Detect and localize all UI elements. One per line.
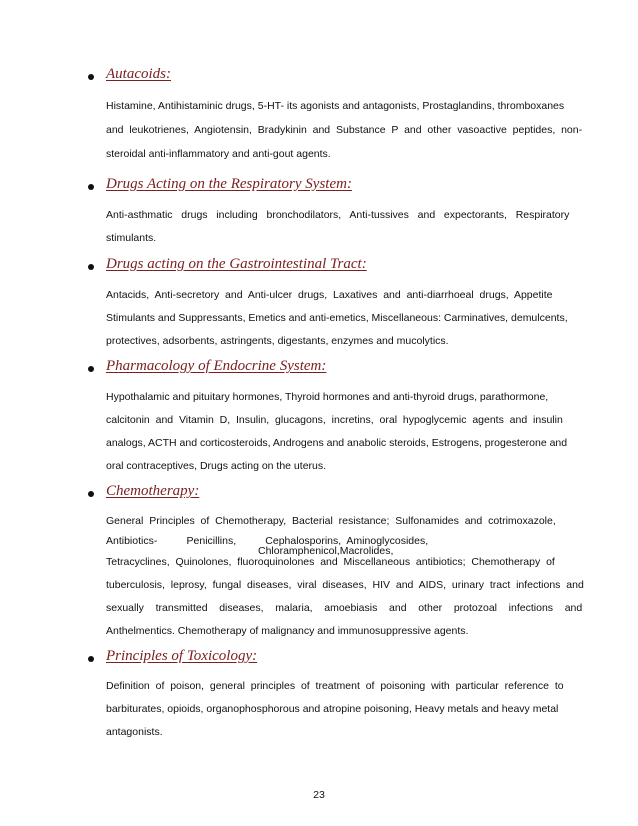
- body-line: Anti-asthmatic drugs including bronchodilators, Anti-tussives and expectorants, Respiratory: [106, 209, 570, 221]
- bullet-icon: [88, 264, 94, 270]
- body-line: Anthelmentics. Chemotherapy of malignancy and immunosuppressive agents.: [106, 625, 469, 637]
- body-line: barbiturates, opioids, organophosphorous and atropine poisoning, Heavy metals and heavy metal: [106, 703, 559, 715]
- body-line: Antacids, Anti-secretory and Anti-ulcer drugs, Laxatives and anti-diarrhoeal drugs, Appetite: [106, 289, 553, 301]
- body-line: steroidal anti-inflammatory and anti-gout agents.: [106, 148, 331, 160]
- body-line: Antibiotics- Penicillins, Cephalosporins, Aminoglycosides,: [106, 535, 429, 547]
- body-line: Chloramphenicol,Macrolides,: [258, 545, 394, 557]
- body-line: Histamine, Antihistaminic drugs, 5-HT- its agonists and antagonists, Prostaglandins, thromboxanes: [106, 100, 565, 112]
- body-line: General Principles of Chemotherapy, Bacterial resistance; Sulfonamides and cotrimoxazole,: [106, 515, 556, 527]
- page-number: 23: [313, 789, 325, 801]
- body-line: sexually transmitted diseases, malaria, amoebiasis and other protozoal infections and: [106, 602, 583, 614]
- section-title: Drugs acting on the Gastrointestinal Tract:: [106, 256, 367, 272]
- body-line: and leukotrienes, Angiotensin, Bradykinin and Substance P and other vasoactive peptides, non-: [106, 124, 583, 136]
- body-line: Hypothalamic and pituitary hormones, Thyroid hormones and anti-thyroid drugs, parathormone,: [106, 391, 549, 403]
- body-line: calcitonin and Vitamin D, Insulin, glucagons, incretins, oral hypoglycemic agents and insulin: [106, 414, 563, 426]
- section-title: Pharmacology of Endocrine System:: [106, 358, 327, 374]
- body-line: stimulants.: [106, 232, 157, 244]
- bullet-icon: [88, 656, 94, 662]
- bullet-icon: [88, 74, 94, 80]
- section-title: Autacoids:: [106, 66, 171, 82]
- body-line: antagonists.: [106, 726, 163, 738]
- body-line: oral contraceptives, Drugs acting on the uterus.: [106, 460, 327, 472]
- section-title: Chemotherapy:: [106, 483, 200, 499]
- bullet-icon: [88, 184, 94, 190]
- section-title: Principles of Toxicology:: [106, 648, 258, 664]
- bullet-icon: [88, 491, 94, 497]
- body-line: Definition of poison, general principles of treatment of poisoning with particular reference to: [106, 680, 564, 692]
- body-line: tuberculosis, leprosy, fungal diseases, viral diseases, HIV and AIDS, urinary tract infections and: [106, 579, 584, 591]
- body-line: analogs, ACTH and corticosteroids, Androgens and anabolic steroids, Estrogens, progesterone and: [106, 437, 568, 449]
- section-title: Drugs Acting on the Respiratory System:: [106, 176, 352, 192]
- bullet-icon: [88, 366, 94, 372]
- body-line: Stimulants and Suppressants, Emetics and anti-emetics, Miscellaneous: Carminatives, demulcents,: [106, 312, 568, 324]
- body-line: protectives, adsorbents, astringents, digestants, enzymes and mucolytics.: [106, 335, 449, 347]
- body-line: Tetracyclines, Quinolones, fluoroquinolones and Miscellaneous antibiotics; Chemotherapy of: [106, 556, 555, 568]
